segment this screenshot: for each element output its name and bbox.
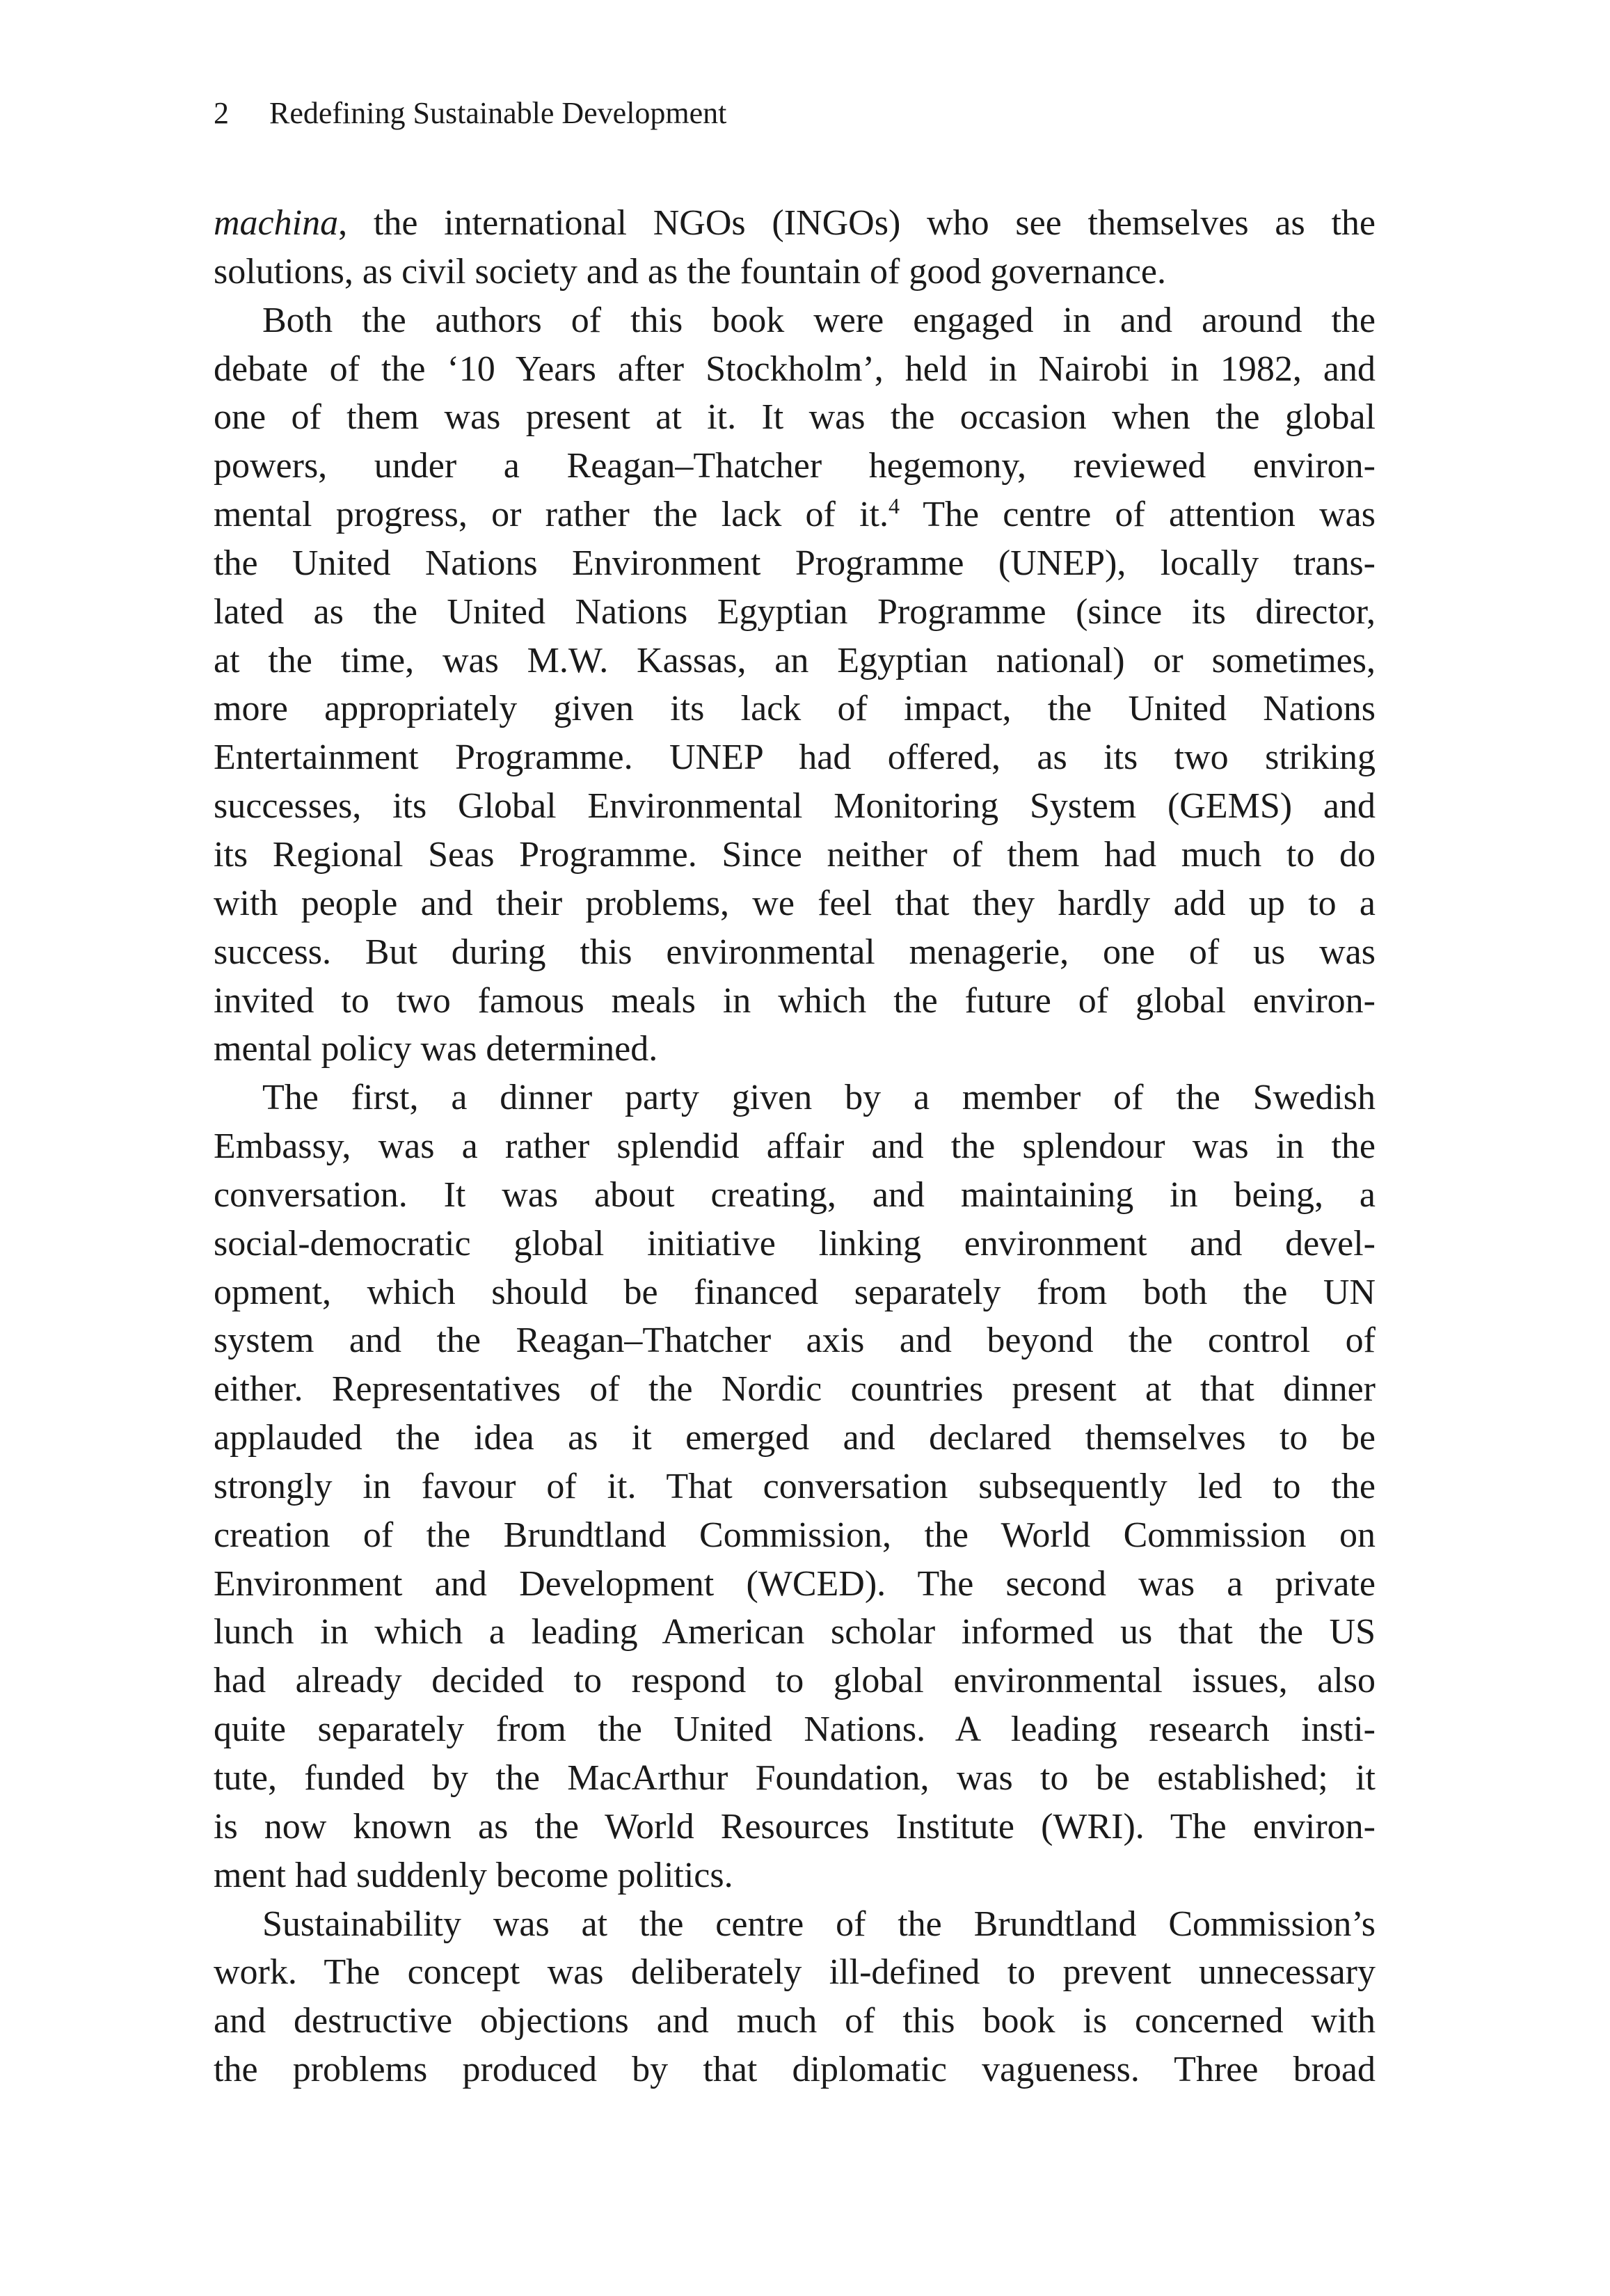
text-line xyxy=(214,1948,1376,1997)
text-line xyxy=(214,1560,1376,1609)
line-text: debate of the ‘10 Years after Stockholm’, held in Nairobi in 1982, and xyxy=(214,349,1376,389)
text-line xyxy=(214,1657,1376,1705)
line-text: invited to two famous meals in which the future of global environ- xyxy=(214,980,1376,1021)
line-text: ment had suddenly become politics. xyxy=(214,1855,733,1895)
text-line xyxy=(214,1608,1376,1657)
text-line xyxy=(214,879,1376,928)
line-text: and destructive objections and much of this book is concerned with xyxy=(214,2001,1376,2041)
text-line xyxy=(214,1511,1376,1560)
running-header xyxy=(214,90,726,136)
line-text: Environment and Development (WCED). The second was a private xyxy=(214,1563,1376,1604)
text-line xyxy=(214,1851,1376,1900)
text-line xyxy=(214,1171,1376,1220)
text-line xyxy=(214,1074,1376,1122)
line-text: applauded the idea as it emerged and declared themselves to be xyxy=(214,1418,1376,1458)
line-text: Both the authors of this book were engaged in and around the xyxy=(262,300,1376,340)
line-text: lunch in which a leading American scholar informed us that the US xyxy=(214,1612,1376,1652)
text-line xyxy=(214,1462,1376,1511)
text-line xyxy=(214,491,1376,539)
text-line xyxy=(214,1220,1376,1268)
text-line xyxy=(214,1268,1376,1317)
line-text: tute, funded by the MacArthur Foundation, was to be established; it xyxy=(214,1758,1376,1798)
text-line xyxy=(214,1997,1376,2046)
text-line xyxy=(214,733,1376,782)
text-line xyxy=(214,1316,1376,1365)
text-line xyxy=(214,1122,1376,1171)
page-number: 2 xyxy=(214,96,229,130)
line-text: more appropriately given its lack of impact, the United Nations xyxy=(214,689,1376,729)
text-line xyxy=(214,296,1376,345)
text-line xyxy=(214,685,1376,733)
line-text: opment, which should be financed separately from both the UN xyxy=(214,1272,1376,1312)
italic-text: machina xyxy=(214,203,339,243)
text-line xyxy=(214,345,1376,394)
line-text: mental policy was determined. xyxy=(214,1029,658,1069)
text-line xyxy=(214,248,1376,296)
line-text: Entertainment Programme. UNEP had offered, as its two striking xyxy=(214,738,1376,778)
line-text: its Regional Seas Programme. Since neither of them had much to do xyxy=(214,834,1376,875)
text-line xyxy=(214,442,1376,491)
line-text: social-democratic global initiative linking environment and devel- xyxy=(214,1223,1376,1263)
line-text: mental progress, or rather the lack of it. xyxy=(214,495,888,535)
line-text: Sustainability was at the centre of the Brundtland Commission’s xyxy=(262,1904,1376,1944)
line-text: lated as the United Nations Egyptian Programme (since its director, xyxy=(214,591,1376,632)
line-text: one of them was present at it. It was the occasion when the global xyxy=(214,397,1376,438)
line-text: quite separately from the United Nations. A leading research insti- xyxy=(214,1709,1376,1750)
text-line xyxy=(214,1803,1376,1851)
text-line xyxy=(214,977,1376,1026)
line-text: , the international NGOs (INGOs) who see themselves as the xyxy=(338,203,1376,243)
text-line xyxy=(214,539,1376,588)
line-text: strongly in favour of it. That conversation subsequently led to the xyxy=(214,1466,1376,1506)
text-line xyxy=(214,831,1376,879)
line-text: creation of the Brundtland Commission, the World Commission on xyxy=(214,1515,1376,1555)
line-text: system and the Reagan–Thatcher axis and beyond the control of xyxy=(214,1321,1376,1361)
line-text: at the time, was M.W. Kassas, an Egyptian national) or sometimes, xyxy=(214,640,1376,680)
body-text xyxy=(214,199,1376,2094)
text-line xyxy=(214,1365,1376,1414)
text-line xyxy=(214,782,1376,831)
line-text: with people and their problems, we feel that they hardly add up to a xyxy=(214,883,1376,923)
footnote-reference[interactable]: 4 xyxy=(888,493,900,519)
line-text: powers, under a Reagan–Thatcher hegemony, reviewed environ- xyxy=(214,446,1376,486)
line-text: solutions, as civil society and as the fountain of good governance. xyxy=(214,251,1167,292)
line-text: is now known as the World Resources Institute (WRI). The environ- xyxy=(214,1806,1376,1847)
text-line xyxy=(214,1025,1376,1074)
line-text: successes, its Global Environmental Monitoring System (GEMS) and xyxy=(214,786,1376,827)
text-line xyxy=(214,637,1376,685)
text-line xyxy=(214,1414,1376,1462)
text-line xyxy=(214,928,1376,977)
text-line xyxy=(214,2046,1376,2094)
text-line xyxy=(214,1900,1376,1949)
text-line xyxy=(214,199,1376,248)
text-line xyxy=(214,1705,1376,1754)
text-line xyxy=(214,1754,1376,1803)
line-text: success. But during this environmental menagerie, one of us was xyxy=(214,932,1376,972)
line-text: had already decided to respond to global environmental issues, also xyxy=(214,1661,1376,1701)
text-line xyxy=(214,393,1376,442)
line-text: the United Nations Environment Programme (UNEP), locally trans- xyxy=(214,543,1376,583)
line-text: either. Representatives of the Nordic countries present at that dinner xyxy=(214,1369,1376,1410)
text-line xyxy=(214,588,1376,637)
line-text: Embassy, was a rather splendid affair and the splendour was in the xyxy=(214,1126,1376,1167)
line-text: the problems produced by that diplomatic vagueness. Three broad xyxy=(214,2050,1376,2090)
line-text: work. The concept was deliberately ill-defined to prevent unnecessary xyxy=(214,1952,1376,1993)
line-text: The centre of attention was xyxy=(899,495,1376,535)
line-text: conversation. It was about creating, and maintaining in being, a xyxy=(214,1174,1376,1215)
line-text: The first, a dinner party given by a member of the Swedish xyxy=(262,1078,1376,1118)
running-title: Redefining Sustainable Development xyxy=(269,96,727,130)
